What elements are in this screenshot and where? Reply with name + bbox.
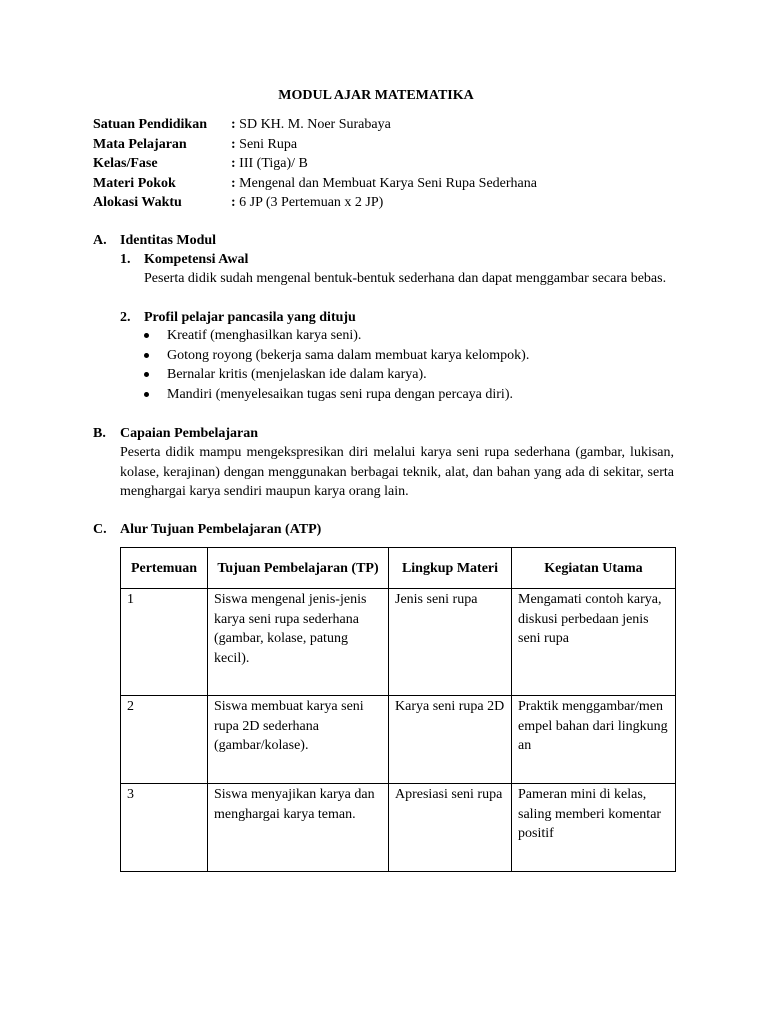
table-cell: Karya seni rupa 2D [389,696,512,784]
list-item-text: Gotong royong (bekerja sama dalam membuat karya kelompok). [167,347,530,363]
identity-label: Mata Pelajaran [93,136,187,152]
table-cell: Mengamati contoh karya, diskusi perbedaan jenis seni rupa [512,589,676,696]
identity-label: Materi Pokok [93,175,176,191]
section-b-heading [93,424,258,444]
list-item-text: Bernalar kritis (menjelaskan ide dalam karya). [167,367,427,382]
identity-value: III (Tiga)/ B [239,156,308,171]
table-cell: Apresiasi seni rupa [389,784,512,872]
section-letter: A. [93,233,107,248]
identity-value: Mengenal dan Membuat Karya Seni Rupa Sederhana [239,175,537,191]
subsection-kompetensi-awal-heading [120,250,248,270]
identity-row [93,115,537,135]
list-item [144,365,529,385]
section-title: Alur Tujuan Pembelajaran (ATP) [120,522,322,537]
identity-value: SD KH. M. Noer Surabaya [239,117,391,132]
column-header-pertemuan: Pertemuan [121,548,208,589]
bullet-icon [144,353,149,358]
bullet-icon [144,392,149,397]
bullet-icon [144,372,149,377]
table-row [121,784,676,872]
section-letter: B. [93,426,106,441]
section-title: Capaian Pembelajaran [120,426,259,441]
table-cell: Siswa membuat karya seni rupa 2D sederhana (gambar/kolase). [208,696,389,784]
table-cell: Jenis seni rupa [389,589,512,696]
column-header-kegiatan: Kegiatan Utama [512,548,676,589]
table-cell: Pameran mini di kelas, saling memberi komentar positif [512,784,676,872]
table-cell: Praktik menggambar/menempel bahan dari lingkungan [512,696,676,784]
identity-label: Alokasi Waktu [93,195,182,210]
subsection-number: 1. [120,252,131,267]
list-item [144,326,529,346]
table-cell: 1 [121,589,208,696]
capaian-pembelajaran-text: Peserta didik mampu mengekspresikan diri melalui karya seni rupa sederhana (gambar, lukisan, kolase, kerajinan) dengan menggunakan berbagai teknik, alat, dan bahan yang ada di sekitar, serta menghargai karya sendiri maupun karya orang lain. [120,445,674,499]
identity-colon: : [231,117,236,132]
identity-row [93,154,537,174]
identity-row [93,135,537,155]
atp-table [120,547,676,872]
kompetensi-awal-text: Peserta didik sudah mengenal bentuk-bentuk sederhana dan dapat menggambar secara bebas. [144,271,667,286]
subsection-number: 2. [120,310,131,325]
table-header-row [121,548,676,589]
table-cell: Siswa mengenal jenis-jenis karya seni rupa sederhana (gambar, kolase, patung kecil). [208,589,389,696]
list-item-text: Mandiri (menyelesaikan tugas seni rupa dengan percaya diri). [167,386,513,402]
identity-colon: : [231,136,236,152]
bullet-icon [144,333,149,338]
profil-pelajar-list [144,326,529,404]
identity-colon: : [231,195,236,210]
column-header-tujuan: Tujuan Pembelajaran (TP) [208,548,389,589]
document-title: MODUL AJAR MATEMATIKA [278,88,474,103]
column-header-lingkup: Lingkup Materi [389,548,512,589]
identity-colon: : [231,175,236,191]
section-c-heading [93,520,321,540]
identity-row [93,193,537,213]
subsection-title: Profil pelajar pancasila yang dituju [144,310,356,325]
identity-colon: : [231,156,236,171]
subsection-title: Kompetensi Awal [144,252,249,267]
table-row [121,589,676,696]
list-item [144,346,529,366]
table-cell: Siswa menyajikan karya dan menghargai karya teman. [208,784,389,872]
section-a-heading [93,231,216,251]
identity-value: 6 JP (3 Pertemuan x 2 JP) [239,195,384,210]
table-row [121,696,676,784]
list-item [144,385,529,405]
section-letter: C. [93,522,107,537]
section-title: Identitas Modul [120,233,217,248]
subsection-profil-pelajar-heading [120,308,356,328]
list-item-text: Kreatif (menghasilkan karya seni). [167,328,362,343]
table-cell: 2 [121,696,208,784]
identity-label: Kelas/Fase [93,156,158,171]
identity-label: Satuan Pendidikan [93,117,207,132]
identity-row [93,174,537,194]
identity-block [93,115,537,213]
identity-value: Seni Rupa [239,136,298,152]
table-cell: 3 [121,784,208,872]
